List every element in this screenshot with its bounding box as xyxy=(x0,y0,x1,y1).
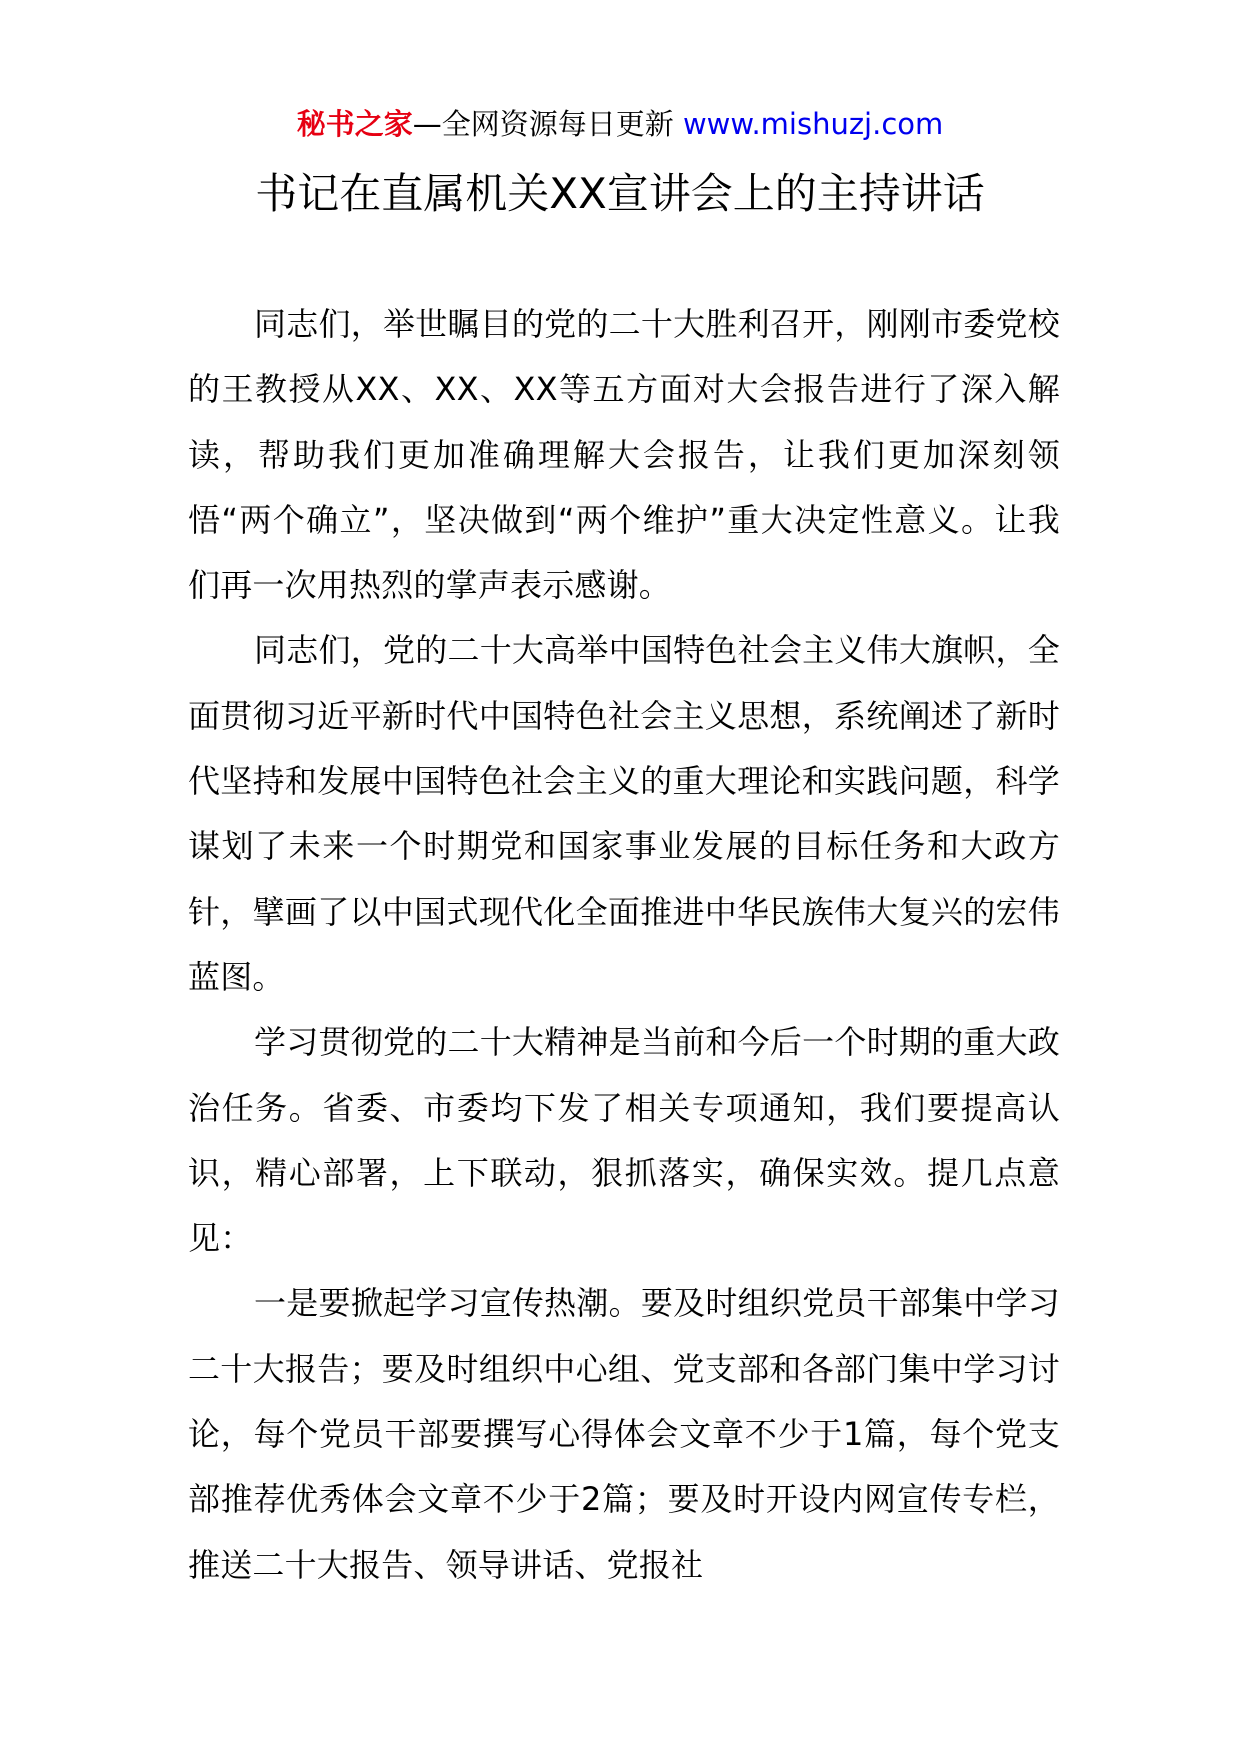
document-body xyxy=(188,292,1060,1598)
site-url-link[interactable]: www.mishuzj.com xyxy=(682,107,944,141)
site-tagline: —全网资源每日更新 xyxy=(412,107,674,141)
paragraph-2: 同志们，党的二十大高举中国特色社会主义伟大旗帜，全面贯彻习近平新时代中国特色社会主义思想，系统阐述了新时代坚持和发展中国特色社会主义的重大理论和实践问题，科学谋划了未来一个时期党和国家事业发展的目标任务和大政方针，擘画了以中国式现代化全面推进中华民族伟大复兴的宏伟蓝图。 xyxy=(188,631,1060,996)
paragraph-4: 一是要掀起学习宣传热潮。要及时组织党员干部集中学习二十大报告；要及时组织中心组、党支部和各部门集中学习讨论，每个党员干部要撰写心得体会文章不少于1篇，每个党支部推荐优秀体会文章不少于2篇；要及时开设内网宣传专栏，推送二十大报告、领导讲话、党报社 xyxy=(188,1284,1060,1584)
site-brand: 秘书之家 xyxy=(296,107,413,141)
document-title: 书记在直属机关XX宣讲会上的主持讲话 xyxy=(255,169,985,218)
paragraph-1: 同志们，举世瞩目的党的二十大胜利召开，刚刚市委党校的王教授从XX、XX、XX等五方面对大会报告进行了深入解读，帮助我们更加准确理解大会报告，让我们更加深刻领悟“两个确立”，坚决做到“两个维护”重大决定性意义。让我们再一次用热烈的掌声表示感谢。 xyxy=(188,305,1060,605)
paragraph-3: 学习贯彻党的二十大精神是当前和今后一个时期的重大政治任务。省委、市委均下发了相关专项通知，我们要提高认识，精心部署，上下联动，狠抓落实，确保实效。提几点意见： xyxy=(188,1023,1060,1258)
site-header xyxy=(0,104,1240,144)
